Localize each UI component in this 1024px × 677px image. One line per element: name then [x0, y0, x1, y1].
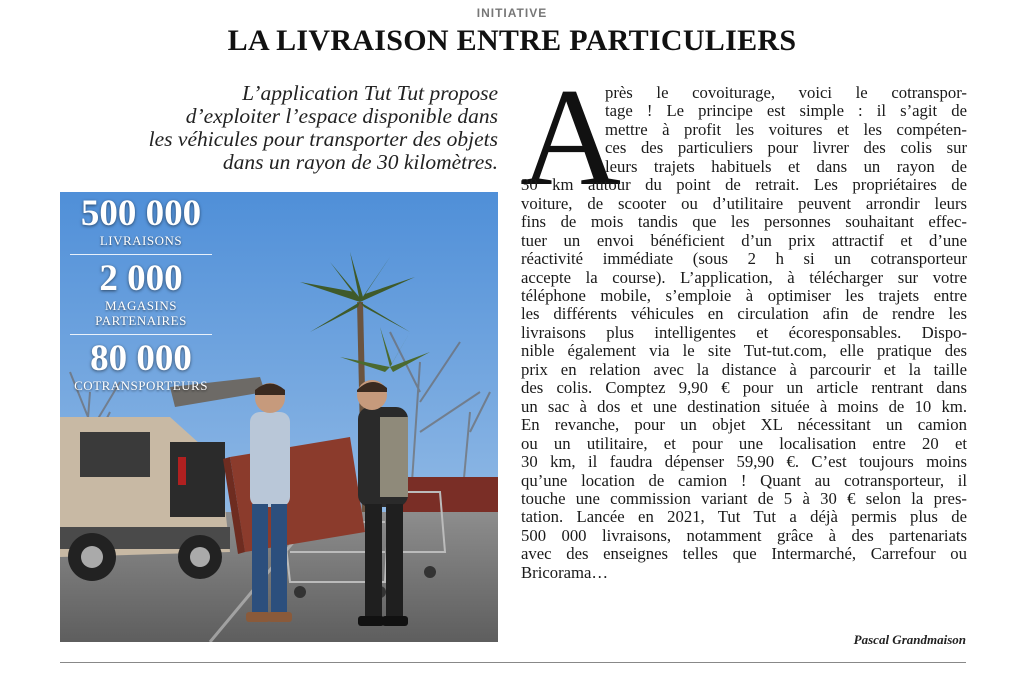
body-line: leurs trajets habituels et dans un rayon de [605, 156, 967, 176]
body-line: avec des enseignes telles que Intermarché, Carrefour ou [521, 544, 967, 564]
stat-number: 500 000 [80, 193, 202, 234]
body-line: téléphone mobile, s’emploie à optimiser les trajets entre [521, 285, 967, 305]
body-line: touche une commission variant de 5 à 30 € selon la pres- [521, 488, 967, 508]
body-line: ces des particuliers pour livrer des colis sur [605, 138, 967, 158]
body-line: nible également via le site Tut-tut.com, elle pratique des [521, 341, 967, 361]
article-lede [60, 82, 498, 174]
body-line: Bricorama… [521, 562, 609, 582]
body-line: ou un utilitaire, et pour une localisation entre 20 et [521, 433, 967, 453]
body-line: prix en relation avec la distance à parcourir et la taille [521, 359, 967, 379]
stat-divider [70, 334, 212, 335]
stat-label: LIVRAISONS [99, 233, 183, 248]
stat-deliveries [66, 195, 216, 248]
body-line: 30 km, il faudra dépenser 59,90 €. C’est toujours moins [521, 452, 967, 472]
body-line: les différents véhicules en circulation afin de rendre les [521, 304, 967, 324]
body-line: voiture, de scooter ou d’utilitaire peuvent arrondir leurs [521, 193, 967, 213]
body-line: près le covoiturage, voici le cotranspor- [605, 83, 967, 102]
body-line: 500 000 livraisons, notamment grâce à des partenariats [521, 525, 967, 545]
body-line: mettre à profit les voitures et les compéten- [605, 119, 967, 139]
body-line: tage ! Le principe est simple : il s’agit de [605, 101, 967, 121]
lede-line: L’application Tut Tut propose [242, 81, 498, 105]
article-body [521, 84, 967, 582]
body-line: réactivité immédiate (sous 2 h si un cotransporteur [521, 249, 967, 269]
body-line: un sac à dos et une destination située à moins de 10 km. [521, 396, 967, 416]
lede-line: dans un rayon de 30 kilomètres. [222, 150, 498, 174]
stat-number: 2 000 [99, 258, 183, 299]
stat-number: 80 000 [90, 338, 192, 379]
section-kicker: INITIATIVE [476, 6, 548, 20]
body-line: En revanche, pour un objet XL nécessitant un camion [521, 415, 967, 435]
body-line: fins de mois tandis que les personnes souhaitant effec- [521, 212, 967, 232]
stat-partner-stores [66, 260, 216, 328]
body-line: tation. Lancée en 2021, Tut Tut a déjà permis plus de [521, 507, 967, 527]
lede-line: les véhicules pour transporter des objets [148, 127, 498, 151]
body-line: accepte la course). L’application, à télécharger sur votre [521, 267, 967, 287]
lede-line: d’exploiter l’espace disponible dans [185, 104, 498, 128]
stats-overlay [66, 195, 216, 393]
stat-label: MAGASINS [105, 298, 177, 313]
body-line: tuer un envoi bénéficient d’un prix attractif et d’une [521, 230, 967, 250]
body-line: 30 km autour du point de retrait. Les propriétaires de [521, 175, 967, 195]
stat-cotransporters [66, 340, 216, 393]
drop-cap: A [520, 60, 622, 215]
bottom-divider [60, 662, 966, 663]
stat-divider [70, 254, 212, 255]
stat-label: PARTENAIRES [95, 313, 187, 328]
article-headline: LA LIVRAISON ENTRE PARTICULIERS [227, 24, 797, 57]
body-line: qu’une location de camion ! Quant au cotransporteur, il [521, 470, 967, 490]
stat-label: COTRANSPORTEURS [74, 378, 208, 393]
body-line: des colis. Comptez 9,90 € pour un article rentrant dans [521, 378, 967, 398]
author-byline: Pascal Grandmaison [853, 632, 966, 647]
body-line: livraisons plus intelligentes et écoresponsables. Dispo- [521, 322, 967, 342]
